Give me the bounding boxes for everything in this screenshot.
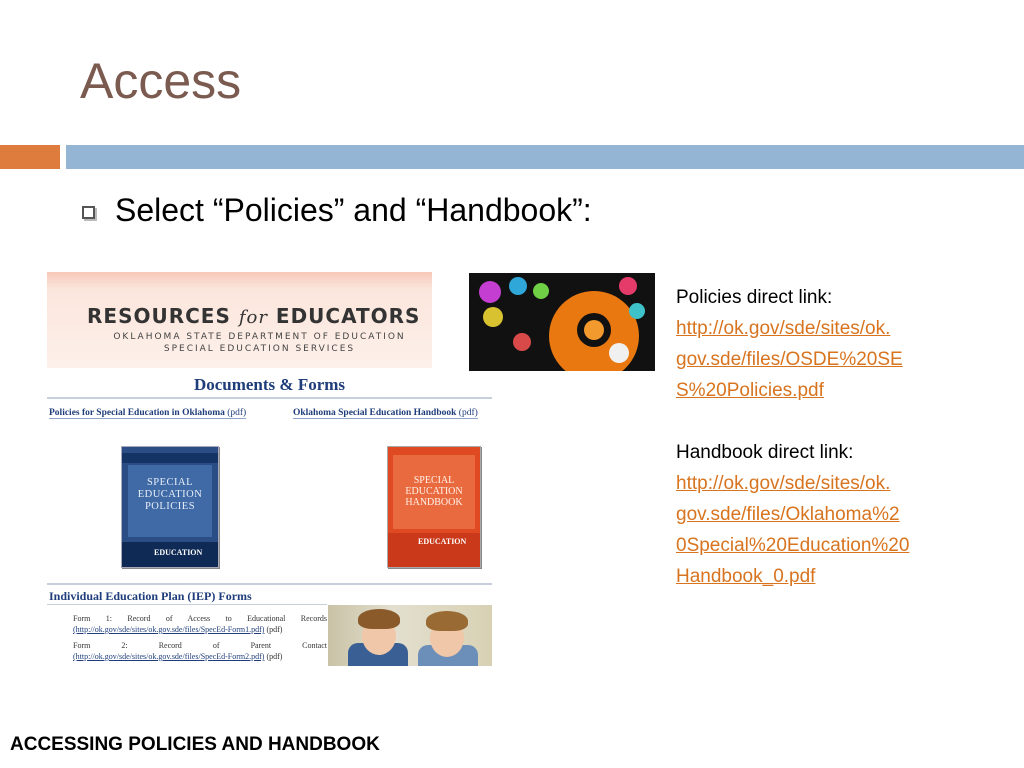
banner-title-for: for: [238, 307, 268, 328]
cover-band: [122, 453, 218, 463]
atom-icon: [483, 307, 503, 327]
handbook-link[interactable]: [293, 408, 478, 419]
documents-forms-heading: Documents & Forms: [193, 375, 346, 394]
banner-subtitle-department: OKLAHOMA STATE DEPARTMENT OF EDUCATION: [113, 332, 406, 342]
handbook-direct-link[interactable]: Handbook_0.pdf: [676, 566, 816, 587]
form2-link[interactable]: [73, 652, 282, 661]
banner-title-educators: EDUCATORS: [275, 304, 421, 328]
cover-title-line: POLICIES: [144, 501, 196, 512]
handbook-link-text[interactable]: Oklahoma Special Education Handbook: [293, 408, 457, 418]
direct-links: [676, 282, 976, 592]
form1-title: Form 1: Record of Access to Educational Records: [73, 614, 327, 623]
policies-direct-link[interactable]: S%20Policies.pdf: [676, 380, 824, 401]
policies-direct-link[interactable]: http://ok.gov/sde/sites/ok.: [676, 318, 891, 339]
cover-brand: EDUCATION: [154, 548, 203, 557]
form2-title: Form 2: Record of Parent Contact: [73, 641, 327, 650]
form1-url[interactable]: (http://ok.gov/sde/sites/ok.gov.sde/files/SpecEd-Form1.pdf): [73, 625, 265, 634]
policies-direct-link[interactable]: gov.sde/files/OSDE%20SE: [676, 349, 903, 370]
resources-banner-title: [87, 304, 432, 328]
kid-hair: [358, 609, 400, 629]
cover-title-line: EDUCATION: [405, 486, 463, 497]
bullet-text: Select “Policies” and “Handbook”:: [115, 192, 592, 228]
iep-forms-heading: Individual Education Plan (IEP) Forms: [49, 589, 252, 603]
policies-link-label: Policies direct link:: [676, 287, 833, 308]
policies-cover-image[interactable]: [121, 446, 219, 568]
handbook-cover-title: [393, 475, 475, 508]
handbook-link-label: Handbook direct link:: [676, 442, 854, 463]
cover-title-line: SPECIAL: [146, 477, 194, 488]
accent-bar-orange: [0, 145, 60, 169]
bullet-item: [82, 192, 592, 229]
cover-title-line: SPECIAL: [413, 475, 455, 486]
music-icon: [513, 333, 531, 351]
cover-brand: EDUCATION: [418, 537, 467, 546]
policies-link-text[interactable]: Policies for Special Education in Oklahoma: [49, 408, 225, 418]
banner-title-resources: RESOURCES: [87, 304, 231, 328]
divider: [47, 397, 492, 399]
form2-url[interactable]: (http://ok.gov/sde/sites/ok.gov.sde/files/SpecEd-Form2.pdf): [73, 652, 265, 661]
pdf-tag: (pdf): [458, 408, 478, 418]
form1-link[interactable]: [73, 625, 282, 634]
slide-footer: ACCESSING POLICIES AND HANDBOOK: [10, 734, 380, 755]
cover-title-line: HANDBOOK: [405, 497, 463, 508]
person-icon: [609, 343, 629, 363]
policies-cover-title: [128, 477, 212, 513]
education-collage-image: [469, 273, 655, 371]
paint-icon: [619, 277, 637, 295]
website-screenshot: [47, 272, 492, 666]
handbook-direct-link[interactable]: 0Special%20Education%20: [676, 535, 910, 556]
pdf-tag: (pdf): [227, 408, 247, 418]
policies-link[interactable]: [49, 408, 246, 419]
handbook-cover-image[interactable]: [387, 446, 481, 568]
dna-icon: [509, 277, 527, 295]
cover-title-line: EDUCATION: [137, 489, 203, 500]
gear-center: [584, 320, 604, 340]
square-bullet-icon: [82, 206, 95, 219]
science-icon: [533, 283, 549, 299]
banner-subtitle-services: SPECIAL EDUCATION SERVICES: [163, 344, 356, 354]
pdf-tag: (pdf): [266, 625, 283, 634]
divider: [47, 604, 327, 605]
accent-bar-blue: [66, 145, 1024, 169]
handbook-direct-link[interactable]: http://ok.gov/sde/sites/ok.: [676, 473, 891, 494]
handbook-direct-link[interactable]: gov.sde/files/Oklahoma%2: [676, 504, 900, 525]
slide-title: Access: [80, 53, 242, 109]
pdf-tag: (pdf): [266, 652, 283, 661]
atom-icon: [479, 281, 501, 303]
kid-hair: [426, 611, 468, 631]
students-photo: [328, 605, 492, 666]
divider: [47, 583, 492, 585]
math-icon: [629, 303, 645, 319]
